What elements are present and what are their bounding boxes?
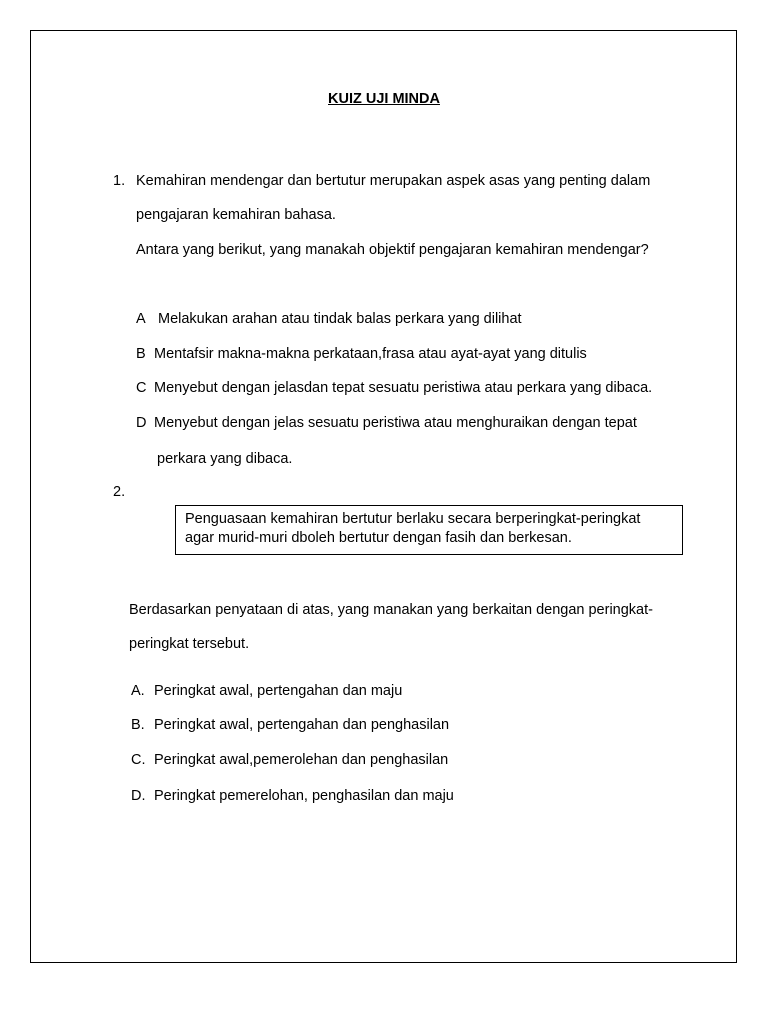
question-2-number: 2. (113, 484, 126, 500)
question-1-option-c-letter: C (136, 380, 147, 396)
question-2-stem-line-2: peringkat tersebut. (129, 636, 250, 652)
question-2-option-c-text: Peringkat awal,pemerolehan dan penghasilan (154, 752, 449, 768)
question-1-option-d-text: Menyebut dengan jelas sesuatu peristiwa atau menghuraikan dengan tepat (154, 415, 637, 431)
question-2-statement-box (175, 505, 683, 555)
question-1-option-a-letter: A (136, 311, 146, 327)
question-1-number: 1. (113, 173, 126, 189)
question-1-option-c-text: Menyebut dengan jelasdan tepat sesuatu peristiwa atau perkara yang dibaca. (154, 380, 653, 396)
question-1-option-d-letter: D (136, 415, 147, 431)
question-2-option-a-text: Peringkat awal, pertengahan dan maju (154, 683, 403, 699)
question-2-option-d-text: Peringkat pemerelohan, penghasilan dan maju (154, 788, 454, 804)
question-2-option-a-letter: A. (131, 683, 145, 699)
question-2-option-b-letter: B. (131, 717, 145, 733)
question-2-statement-line-1: Penguasaan kemahiran bertutur berlaku secara berperingkat-peringkat (185, 511, 641, 527)
question-2-option-b-text: Peringkat awal, pertengahan dan penghasilan (154, 717, 450, 733)
question-1-stem-line-1: Kemahiran mendengar dan bertutur merupakan aspek asas yang penting dalam (136, 173, 651, 189)
question-1-option-a-text: Melakukan arahan atau tindak balas perkara yang dilihat (158, 311, 522, 327)
question-2-stem-line-1: Berdasarkan penyataan di atas, yang manakan yang berkaitan dengan peringkat- (129, 602, 653, 618)
page-frame (30, 30, 737, 963)
question-1-option-b-text: Mentafsir makna-makna perkataan,frasa atau ayat-ayat yang ditulis (154, 346, 587, 362)
question-2-option-d-letter: D. (131, 788, 146, 804)
question-1-stem-line-3: Antara yang berikut, yang manakah objektif pengajaran kemahiran mendengar? (136, 242, 649, 258)
question-2-statement-line-2: agar murid-muri dboleh bertutur dengan fasih dan berkesan. (185, 530, 572, 546)
question-1-stem-line-2: pengajaran kemahiran bahasa. (136, 207, 336, 223)
question-1-option-b-letter: B (136, 346, 146, 362)
question-1-option-d-continuation: perkara yang dibaca. (157, 451, 293, 467)
quiz-title: KUIZ UJI MINDA (328, 91, 440, 107)
question-2-option-c-letter: C. (131, 752, 146, 768)
